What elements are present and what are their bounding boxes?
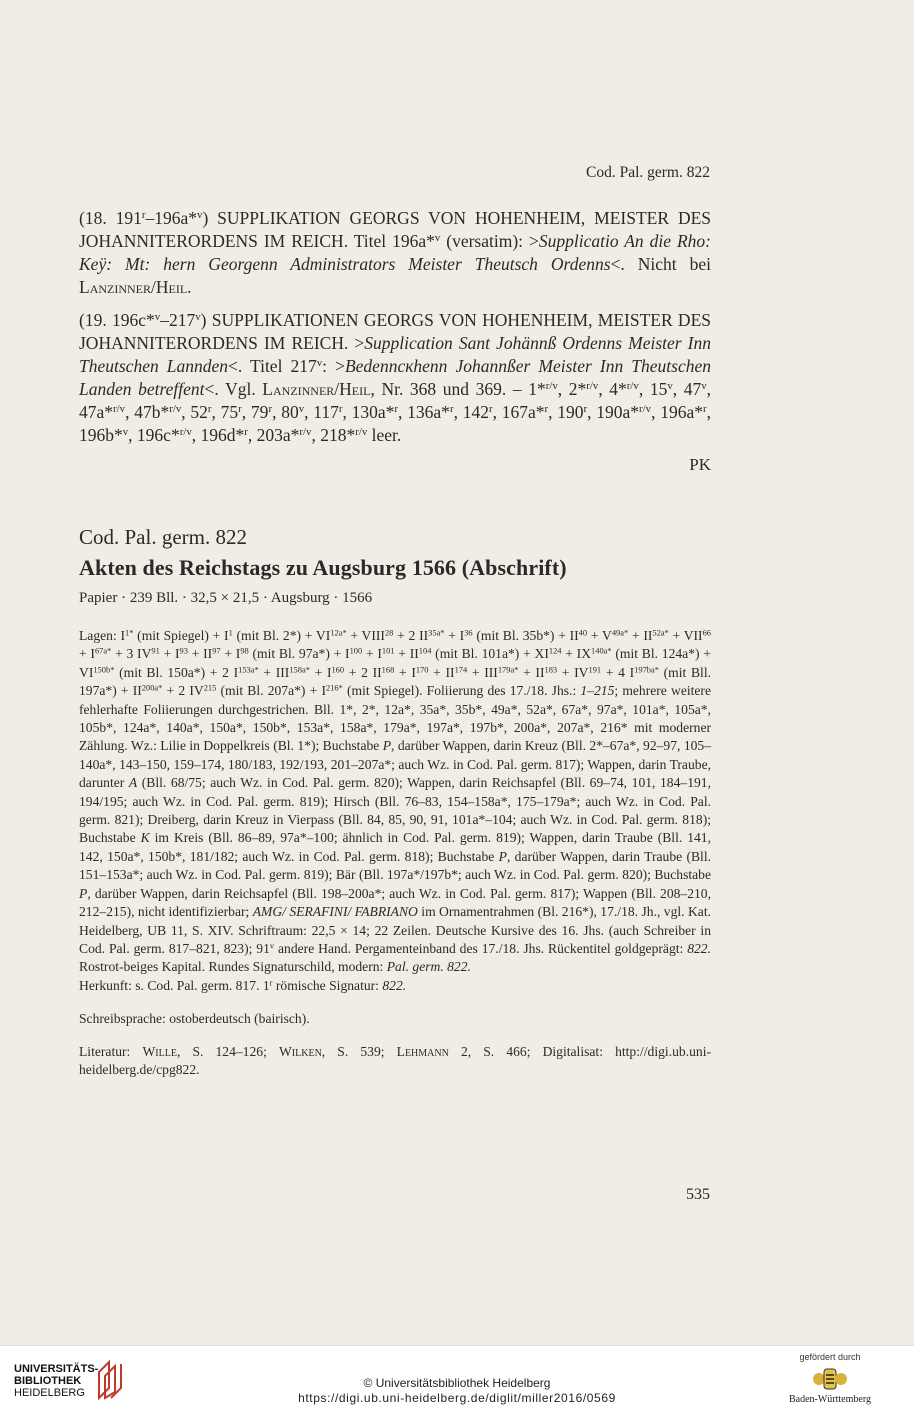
page-number: 535 <box>686 1186 710 1203</box>
codex-title: Cod. Pal. germ. 822 <box>79 525 247 549</box>
copyright-text: © Universitätsbibliothek Heidelberg <box>363 1376 551 1390</box>
permalink-url[interactable]: https://digi.ub.uni-heidelberg.de/diglit/miller2016/0569 <box>298 1391 616 1405</box>
funder-name: Baden-Württemberg <box>788 1394 871 1405</box>
herkunft-paragraph: Herkunft: s. Cod. Pal. germ. 817. 1$^r$ römische Signatur: 822. <box>79 977 407 993</box>
logo-line-1: UNIVERSITÄTS- <box>14 1363 99 1375</box>
logo-line-3: HEIDELBERG <box>14 1387 85 1399</box>
author-initials: PK <box>689 455 711 474</box>
schreibsprache-paragraph: Schreibsprache: ostoberdeutsch (bairisch). <box>79 1011 310 1026</box>
running-head: Cod. Pal. germ. 822 <box>586 164 710 181</box>
lagen-paragraph: Lagen: $I^{1*}$ (mit Spiegel) + $I^1$ (mit Bl. $2*) + VI^{12a*}$ + $VIII^{28} + 2$ $II^{35a*} + I^{36}$ (mit Bl. $35b*) + II^{40} + V^{49a*} + II^{52a*} + VII^{66} + I^{67a*} + 3$ $IV^{91} + I^{93} + II^{97} + I^{98}$ (mit Bl. $97a*) + I^{100} + I^{101} + II^{104}$ (mit Bl. $101a*) + XI^{124} + IX^{140a*}$ (mit Bl. $124a*) + VI^{150b*}$ (mit Bl. 150a*) + 2 $I^{153a*} + III^{158a*} + I^{160} + 2$ $II^{168} + I^{170} + II^{174} + III^{179a*} + II^{183} + IV^{191} + 4$ $I^{197ba*}$ (mit Bll. $197a*) + II^{200a*} + 2$ IV$^{215}$ (mit Bl. $207a*) + I^{216*}$ (mit Spiegel). Foliierung des 17./18. Jhs.: 1–215; mehrere weitere fehlerhafte Foliierungen durchgestrichen. Bll. 1*, 2*, 12a*, 35a*, 35b*, 49a*, 52a*, 67a*, 97a*, 101a*, 105a*, 105b*, 124a*, 140a*, 150a*, 150b*, 153a*, 158a*, 179a*, 197a*, 197b*, 200a*, 207a*, 216* mit moderner Zählung. Wz.: Lilie in Doppelkreis (Bl. 1*); Buchstabe P, darüber Wappen, darin Kreuz (Bll. 2*–67a*, 92–97, 105–140a*, 143–150, 159–174, 180/183, 192/193, 201–207a*; auch Wz. in Cod. Pal. germ. 817); Wappen, darin Traube, darunter A (Bll. 68/75; auch Wz. in Cod. Pal. germ. 820); Wappen, darin Reichsapfel (Bll. 69–74, 101, 184–191, 194/195; auch Wz. in Cod. Pal. germ. 819); Hirsch (Bll. 76–83, 154–158a*, 175–179a*; auch Wz. in Cod. Pal. germ. 821); Dreiberg, darin Kreuz in Vierpass (Bll. 84, 85, 90, 91, 101a*–104; auch Wz. in Cod. Pal. germ. 818); Buchstabe K im Kreis (Bll. 86–89, 97a*–100; ähnlich in Cod. Pal. germ. 819); Wappen, darin Traube (Bll. 141, 142, 150a*, 150b*, 181/182; auch Wz. in Cod. Pal. germ. 818); Buchstabe P, darüber Wappen, darin Traube (Bll. 151–153a*; auch Wz. in Cod. Pal. germ. 819); Bär (Bll. 197a*/197b*; auch Wz. in Cod. Pal. germ. 820); Buchstabe P, darüber Wappen, darin Reichsapfel (Bll. 198–200a*; auch Wz. in Cod. Pal. germ. 817); Wappen (Bll. 208–210, 212–215), nicht identifizierbar; AMG/ SERAFINI/ FABRIANO im Ornamentrahmen (Bl. 216*), 17./18. Jh., vgl. Kat. Heidelberg, UB 11, S. XIV. Schriftraum: 22,5 × 14; 22 Zeilen. Deutsche Kursive des 16. Jhs. (auch Schreiber in Cod. Pal. germ. 817–821, 823); 91$^v$ andere Hand. Pergamenteinband des 17./18. Jhs. Rückentitel goldgeprägt: 822. Rostrot-beiges Kapital. Rundes Signaturschild, modern: Pal. germ. 822. <box>79 627 712 975</box>
entry-18: (18. 191$^r$–196a*$^v$) SUPPLIKATION GEORGS VON HOHENHEIM, MEISTER DES JOHANNITERORDENS IM REICH. Titel 196a*$^v$ (versatim): >Supplicatio An die Rho: Keÿ: Mt: hern Georgenn Administrators Meister Theutsch Ordenns<. Nicht bei Lanzinner/Heil. <box>79 208 712 297</box>
entry-19: (19. 196c*$^v$–217$^v$) SUPPLIKATIONEN GEORGS VON HOHENHEIM, MEISTER DES JOHANNITERORDENS IM REICH. >Supplication Sant Johännß Ordenns Meister Inn Theutschen Lannden<. Titel $217^v$: >Bedenncкhenn Johannßer Meister Inn Theutschen Landen betreffent<. Vgl. Lanzinner/Heil, Nr. 368 und 369. – 1*$^{r/v}$, 2*$^{r/v}$, 4*$^{r/v}$, 15$^v$, 47$^v$, 47a*$^{r/v}$, 47b*$^{r/v}$, 52$^r$, 75$^r$, 79$^r$, 80$^v$, 117$^r$, 130a*$^r$, 136a*$^r$, 142$^r$, 167a*$^r$, 190$^r$, 190a*$^{r/v}$, 196a*$^r$, 196b*$^v$, 196c*$^{r/v}$, 196d*$^r$, 203a*$^{r/v}$, 218*$^{r/v}$ leer. <box>79 310 712 445</box>
copyright-block <box>0 1376 914 1406</box>
codex-heading: Akten des Reichstags zu Augsburg 1566 (Abschrift) <box>79 555 567 580</box>
logo-line-2: BIBLIOTHEK <box>14 1375 82 1387</box>
footer-bar <box>0 1345 914 1412</box>
codex-meta: Papier · 239 Bll. · 32,5 × 21,5 · Augsburg · 1566 <box>79 590 373 606</box>
bw-crest-icon[interactable] <box>810 1366 850 1392</box>
funded-by-label: gefördert durch <box>799 1352 861 1362</box>
literatur-paragraph: Literatur: Wille, S. 124–126; Wilken, S. 539; Lehmann 2, S. 466; Digitalisat: http://digi.ub.uni-heidelberg.de/cpg822. <box>79 1044 711 1078</box>
